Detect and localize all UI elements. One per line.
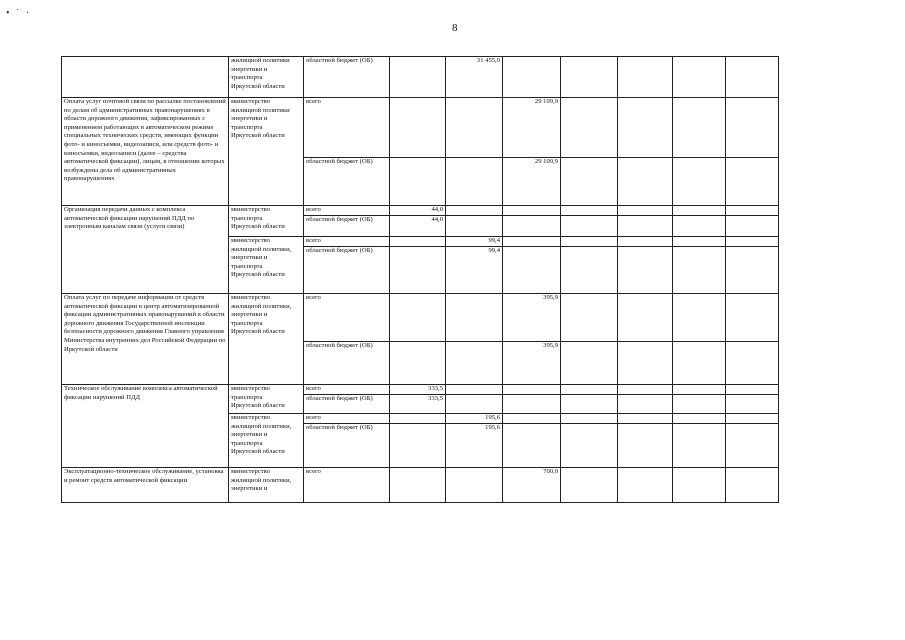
value-cell: 395,9: [503, 294, 561, 342]
value-cell: [446, 216, 503, 237]
value-cell: 44,0: [390, 216, 446, 237]
value-cell: 333,5: [390, 385, 446, 395]
value-cell: 395,9: [503, 342, 561, 385]
empty-cell: [618, 158, 673, 206]
budget-cell: всего: [304, 206, 390, 216]
value-cell: [390, 237, 446, 247]
budget-cell: областной бюджет (ОБ): [304, 424, 390, 468]
empty-cell: [673, 247, 726, 294]
value-cell: [390, 468, 446, 503]
empty-cell: [726, 342, 779, 385]
budget-cell: всего: [304, 468, 390, 503]
empty-cell: [726, 385, 779, 395]
task-cell: Оплата услуг по передаче информации от средств автоматической фиксации в центр автоматизированной фиксации административных правонарушений в области дорожного движения Государственной инспекции безопасности дорожного движения Главного управления Министерства внутренних дел Российской Федерации по Иркутской области: [62, 294, 229, 385]
empty-cell: [726, 395, 779, 414]
task-cell: Организация передачи данных с комплекса автоматической фиксации нарушений ПДД по электронным каналам связи (услуги связи): [62, 206, 229, 294]
empty-cell: [673, 294, 726, 342]
task-cell: [62, 57, 229, 98]
value-cell: [446, 468, 503, 503]
empty-cell: [726, 414, 779, 424]
value-cell: 99,4: [446, 247, 503, 294]
empty-cell: [618, 237, 673, 247]
empty-cell: [618, 468, 673, 503]
value-cell: 195,6: [446, 414, 503, 424]
budget-cell: всего: [304, 237, 390, 247]
value-cell: [503, 57, 561, 98]
empty-cell: [673, 342, 726, 385]
executor-cell: министерство жилищной политики, энергетики и: [229, 468, 304, 503]
empty-cell: [561, 247, 618, 294]
executor-cell: министерство жилищной политики, энергетики и транспорта Иркутской области: [229, 414, 304, 468]
budget-cell: областной бюджет (ОБ): [304, 158, 390, 206]
empty-cell: [726, 294, 779, 342]
value-cell: 333,5: [390, 395, 446, 414]
empty-cell: [618, 247, 673, 294]
budget-cell: областной бюджет (ОБ): [304, 395, 390, 414]
value-cell: [446, 206, 503, 216]
value-cell: 29 109,9: [503, 158, 561, 206]
value-cell: 99,4: [446, 237, 503, 247]
empty-cell: [561, 216, 618, 237]
budget-cell: всего: [304, 385, 390, 395]
empty-cell: [618, 414, 673, 424]
value-cell: [390, 294, 446, 342]
empty-cell: [673, 468, 726, 503]
empty-cell: [726, 424, 779, 468]
executor-cell: министерство жилищной политики, энергетики и транспорта Иркутской области: [229, 237, 304, 294]
value-cell: 31 455,0: [446, 57, 503, 98]
empty-cell: [561, 206, 618, 216]
table-row: [62, 468, 779, 503]
value-cell: [446, 385, 503, 395]
empty-cell: [618, 385, 673, 395]
value-cell: [503, 395, 561, 414]
empty-cell: [673, 414, 726, 424]
empty-cell: [561, 98, 618, 158]
value-cell: [390, 247, 446, 294]
empty-cell: [561, 342, 618, 385]
empty-cell: [561, 395, 618, 414]
empty-cell: [561, 424, 618, 468]
empty-cell: [726, 237, 779, 247]
empty-cell: [726, 57, 779, 98]
empty-cell: [618, 57, 673, 98]
empty-cell: [726, 247, 779, 294]
executor-cell: министерство жилищной политики, энергетики и транспорта Иркутской области: [229, 294, 304, 385]
budget-cell: областной бюджет (ОБ): [304, 216, 390, 237]
empty-cell: [561, 468, 618, 503]
empty-cell: [726, 216, 779, 237]
value-cell: [503, 385, 561, 395]
page-number: 8: [452, 22, 458, 34]
value-cell: [390, 414, 446, 424]
empty-cell: [726, 206, 779, 216]
empty-cell: [673, 385, 726, 395]
value-cell: [446, 395, 503, 414]
empty-cell: [618, 206, 673, 216]
value-cell: [503, 247, 561, 294]
empty-cell: [673, 395, 726, 414]
task-cell: Оплата услуг почтовой связи по рассылке постановлений по делам об административных правонарушениях в области дорожного движения, зафиксированных с применением работающих в автоматическом режиме специальных технических средств, имеющих функции фото- и киносъемки, видеозаписи, или средств фото- и киносъемки, видеозаписи (далее – средства автоматической фиксации), лицам, в отношении которых возбуждены дела об административных правонарушениях: [62, 98, 229, 206]
table-row: [62, 206, 779, 216]
value-cell: [446, 158, 503, 206]
value-cell: [503, 237, 561, 247]
value-cell: 700,0: [503, 468, 561, 503]
budget-cell: областной бюджет (ОБ): [304, 247, 390, 294]
value-cell: 44,0: [390, 206, 446, 216]
empty-cell: [561, 158, 618, 206]
executor-cell: министерство транспорта Иркутской области: [229, 206, 304, 237]
empty-cell: [561, 414, 618, 424]
value-cell: 195,6: [446, 424, 503, 468]
table-row: [62, 98, 779, 158]
budget-cell: всего: [304, 98, 390, 158]
executor-cell: жилищной политики энергетики и транспорта Иркутской области: [229, 57, 304, 98]
executor-cell: министерство транспорта Иркутской области: [229, 385, 304, 414]
budget-cell: всего: [304, 414, 390, 424]
empty-cell: [618, 294, 673, 342]
empty-cell: [618, 98, 673, 158]
empty-cell: [618, 342, 673, 385]
empty-cell: [561, 57, 618, 98]
empty-cell: [673, 216, 726, 237]
budget-cell: областной бюджет (ОБ): [304, 57, 390, 98]
empty-cell: [561, 385, 618, 395]
value-cell: [503, 424, 561, 468]
scan-artifact: • ˙ ·: [6, 8, 32, 19]
empty-cell: [726, 158, 779, 206]
value-cell: [503, 414, 561, 424]
value-cell: [390, 424, 446, 468]
empty-cell: [673, 98, 726, 158]
executor-cell: министерство жилищной политики энергетики и транспорта Иркутской области: [229, 98, 304, 206]
value-cell: [446, 342, 503, 385]
empty-cell: [673, 57, 726, 98]
empty-cell: [673, 424, 726, 468]
value-cell: [390, 342, 446, 385]
program-table: [61, 56, 779, 503]
empty-cell: [726, 98, 779, 158]
empty-cell: [726, 468, 779, 503]
empty-cell: [561, 237, 618, 247]
budget-cell: всего: [304, 294, 390, 342]
empty-cell: [618, 395, 673, 414]
budget-cell: областной бюджет (ОБ): [304, 342, 390, 385]
empty-cell: [561, 294, 618, 342]
empty-cell: [673, 206, 726, 216]
empty-cell: [618, 216, 673, 237]
value-cell: [503, 216, 561, 237]
value-cell: [503, 206, 561, 216]
value-cell: [390, 98, 446, 158]
table-row: [62, 294, 779, 342]
table-row: [62, 57, 779, 98]
value-cell: [390, 158, 446, 206]
value-cell: [390, 57, 446, 98]
empty-cell: [673, 237, 726, 247]
task-cell: Эксплуатационно-техническое обслуживание, установка и ремонт средств автоматической фиксации: [62, 468, 229, 503]
task-cell: Техническое обслуживание комплекса автоматической фиксации нарушений ПДД: [62, 385, 229, 468]
value-cell: 29 109,9: [503, 98, 561, 158]
value-cell: [446, 294, 503, 342]
value-cell: [446, 98, 503, 158]
empty-cell: [618, 424, 673, 468]
empty-cell: [673, 158, 726, 206]
table-row: [62, 385, 779, 395]
